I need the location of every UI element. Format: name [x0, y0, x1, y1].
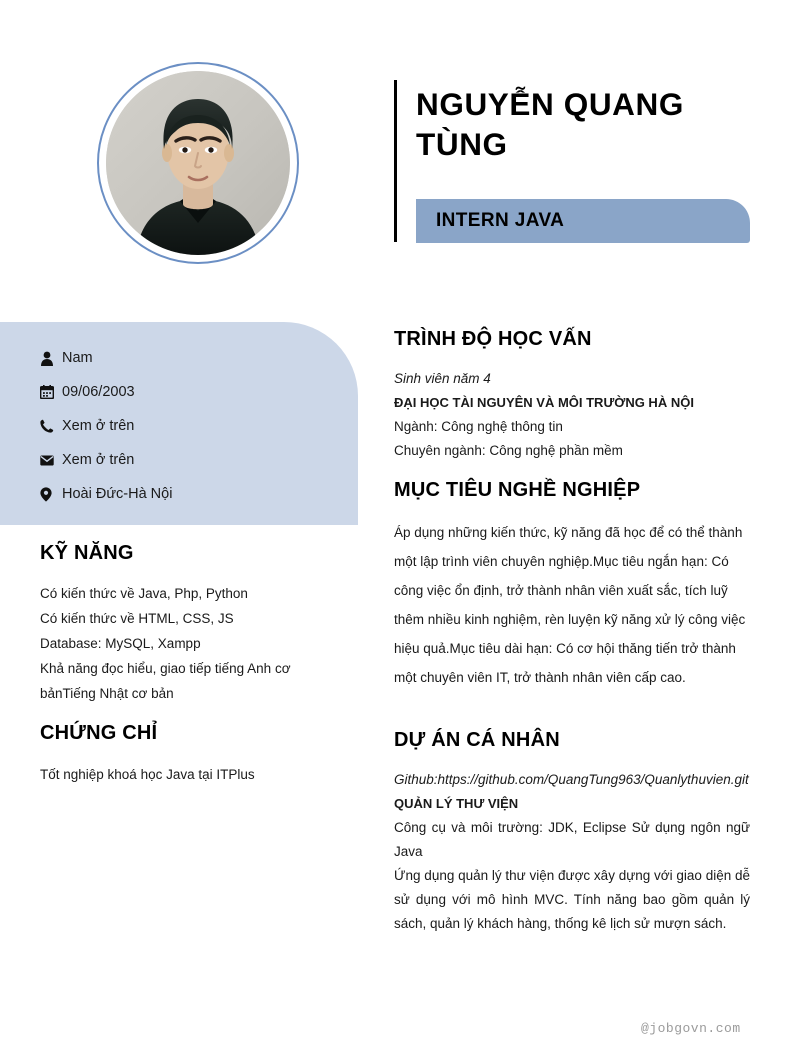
contact-item-birthdate: [40, 383, 135, 401]
contact-value-gender: Nam: [62, 350, 93, 366]
objective-content: [394, 518, 750, 692]
objective-heading: MỤC TIÊU NGHỀ NGHIỆP: [394, 479, 641, 501]
skill-item: Khả năng đọc hiểu, giao tiếp tiếng Anh cơ bảnTiếng Nhật cơ bản: [40, 661, 291, 701]
contact-item-phone: [40, 417, 134, 435]
name-accent-rule: [394, 80, 397, 242]
contact-value-email: Xem ở trên: [62, 452, 135, 468]
project-content: [394, 768, 750, 936]
education-heading: TRÌNH ĐỘ HỌC VẤN: [394, 328, 592, 350]
certificate-heading: CHỨNG CHỈ: [40, 722, 158, 744]
certificate-list: [40, 762, 328, 787]
education-specialization: Chuyên ngành: Công nghệ phần mềm: [394, 443, 623, 458]
avatar: [97, 62, 299, 264]
left-column: [0, 0, 358, 1050]
page-title: NGUYỄN QUANG TÙNG: [416, 86, 684, 162]
skills-heading: KỸ NĂNG: [40, 542, 134, 564]
education-content: [394, 367, 750, 463]
contact-value-birthdate: 09/06/2003: [62, 384, 135, 400]
skills-list: [40, 581, 328, 706]
contact-item-gender: [40, 349, 93, 367]
phone-icon: [40, 419, 62, 433]
watermark: @jobgovn.com: [641, 1021, 741, 1036]
project-description: Ứng dụng quản lý thư viện được xây dựng với giao diện dễ sử dụng với mô hình MVC. Tính năng bao gồm quản lý sách, quản lý khách hàng, thống kê lịch sử mượn sách.: [394, 868, 750, 931]
project-title: QUẢN LÝ THƯ VIỆN: [394, 796, 519, 811]
contact-value-location: Hoài Đức-Hà Nội: [62, 486, 173, 502]
skill-item: Database: MySQL, Xampp: [40, 636, 201, 651]
name-block: [416, 84, 768, 164]
calendar-icon: [40, 385, 62, 399]
role-badge: [416, 199, 750, 243]
project-heading: DỰ ÁN CÁ NHÂN: [394, 729, 560, 751]
portrait-photo-icon: [106, 71, 290, 255]
right-column: [392, 0, 790, 1050]
education-status: Sinh viên năm 4: [394, 371, 491, 386]
certificate-item: Tốt nghiệp khoá học Java tại ITPlus: [40, 767, 255, 782]
education-major: Ngành: Công nghệ thông tin: [394, 419, 563, 434]
objective-text: Áp dụng những kiến thức, kỹ năng đã học để có thể thành một lập trình viên chuyên nghiệp.Mục tiêu ngắn hạn: Có công việc ổn định, trở thành nhân viên xuất sắc, tích luỹ thêm nhiều kinh nghiệm, rèn luyện kỹ năng xử lý công việc hiệu quả.Mục tiêu dài hạn: Có cơ hội thăng tiến trở thành một chuyên viên IT, trở thành nhân viên cấp cao.: [394, 525, 746, 685]
envelope-icon: [40, 455, 62, 466]
person-icon: [40, 351, 62, 366]
skill-item: Có kiến thức về Java, Php, Python: [40, 586, 248, 601]
role-badge-label: INTERN JAVA: [436, 210, 565, 231]
contact-value-phone: Xem ở trên: [62, 418, 135, 434]
education-school: ĐẠI HỌC TÀI NGUYÊN VÀ MÔI TRƯỜNG HÀ NỘI: [394, 395, 694, 410]
location-icon: [40, 487, 62, 502]
contact-item-location: [40, 485, 172, 503]
skill-item: Có kiến thức về HTML, CSS, JS: [40, 611, 234, 626]
contact-panel: [0, 322, 358, 525]
project-link: Github:https://github.com/QuangTung963/Quanlythuvien.git: [394, 772, 749, 787]
contact-item-email: [40, 451, 134, 469]
project-tools: Công cụ và môi trường: JDK, Eclipse Sử dụng ngôn ngữ Java: [394, 820, 750, 859]
avatar-image: [106, 71, 290, 255]
